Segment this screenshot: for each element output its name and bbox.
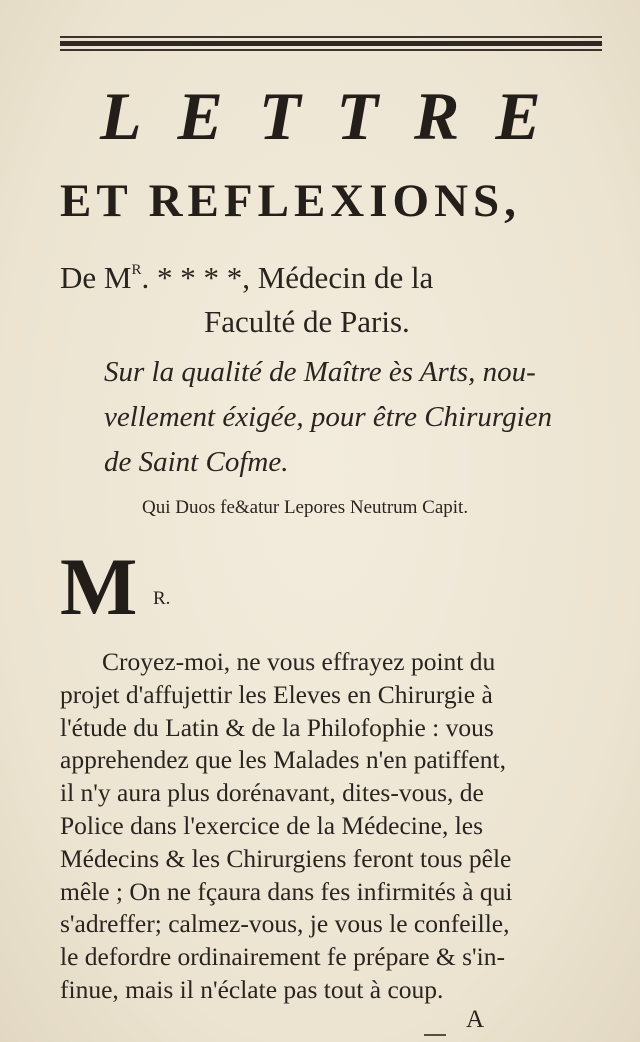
body-line: Croyez-moi, ne vous effrayez point du xyxy=(102,647,496,676)
motto: Qui Duos fe&atur Lepores Neutrum Capit. xyxy=(142,497,469,518)
body-line: l'étude du Latin & de la Philofophie : vous xyxy=(60,712,494,742)
body-line: Police dans l'exercice de la Médecine, les xyxy=(60,810,484,840)
author-prefix: De M xyxy=(60,260,132,295)
page-subtitle: ET REFLEXIONS, xyxy=(60,175,521,227)
author-superscript: R xyxy=(131,262,142,278)
signature-underline xyxy=(424,1034,446,1036)
author-line-1 xyxy=(60,248,620,300)
body-line: apprehendez que les Malades n'en patiffent, xyxy=(60,745,506,775)
signature-mark: A xyxy=(466,1006,485,1033)
body-line: il n'y aura plus dorénavant, dites-vous, de xyxy=(60,778,484,808)
author-rest: . * * * *, Médecin de la xyxy=(141,260,434,295)
author-line-2: Faculté de Paris. xyxy=(204,304,410,339)
body-line: s'adreffer; calmez-vous, je vous le confeille, xyxy=(60,909,510,939)
page-title: LETTRE xyxy=(100,78,577,154)
body-line: le defordre ordinairement fe prépare & s'in- xyxy=(60,942,505,972)
drop-cap: M xyxy=(60,541,138,632)
subject-line: vellement éxigée, pour être Chirurgien xyxy=(104,401,553,433)
body-line: finue, mais il n'éclate pas tout à coup. xyxy=(60,974,444,1004)
body-line: Médecins & les Chirurgiens feront tous pêle xyxy=(60,843,512,873)
body-line: projet d'affujettir les Eleves en Chirurgie à xyxy=(60,679,493,709)
subject-block xyxy=(104,350,624,485)
decorative-header-rule xyxy=(60,36,602,52)
body-paragraph xyxy=(60,646,620,1007)
rule-thin-top xyxy=(60,36,602,38)
salutation-rest: R. xyxy=(153,588,171,609)
author-block xyxy=(60,248,620,344)
rule-thin-bottom xyxy=(60,49,602,51)
rule-thick xyxy=(60,41,602,46)
subject-line: de Saint Cofme. xyxy=(104,446,289,478)
body-line: mêle ; On ne fçaura dans fes infirmités à qui xyxy=(60,876,513,906)
subject-line: Sur la qualité de Maître ès Arts, nou- xyxy=(104,356,536,388)
